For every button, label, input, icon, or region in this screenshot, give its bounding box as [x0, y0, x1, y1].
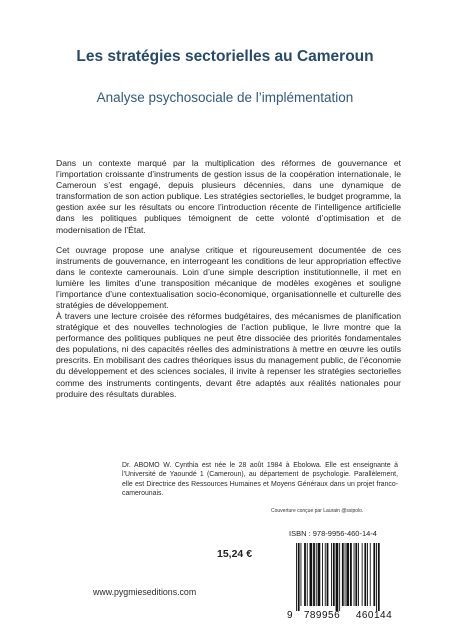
barcode-bar [355, 543, 357, 606]
barcode-bar [310, 543, 313, 606]
barcode-bar [298, 543, 300, 611]
barcode-bar [318, 543, 321, 606]
barcode-bar [346, 543, 349, 606]
barcode-bar [350, 543, 352, 606]
summary-paragraph-2: Cet ouvrage propose une analyse critique et rigoureusement documentée de ces instruments de gouvernance, en interrogeant les conditions de leur appropriation effective dans le contexte camerounais. Loin d’une simple description institutionnelle, il met en lumière les limites d’une transposition mécanique de modèles exogènes et souligne l’importance d’une contextualisation socio-économique, organisationnelle et culturelle des stratégies de développement. [56, 245, 401, 311]
barcode-bar [364, 543, 366, 606]
barcode-bar [362, 543, 363, 606]
barcode-bar [316, 543, 317, 606]
summary-paragraph-3: À travers une lecture croisée des réformes budgétaires, des mécanismes de planification stratégique et des nouvelles technologies de l’action publique, le livre montre que la performance des politiques publiques ne peut être dissociée des priorités fondamentales des populations, ni des capacités réelles des administrations à mettre en œuvre les outils prescrits. En mobilisant des cadres théoriques issus du management public, de l’économie du développement et des sciences sociales, il invite à repenser les stratégies sectorielles comme des instruments contingents, devant être adaptés aux réalités nationales pour produire des résultats durables. [56, 311, 401, 399]
barcode-bar [345, 543, 346, 606]
barcode-bar [322, 543, 323, 606]
barcode-bar [325, 543, 326, 606]
isbn-label: ISBN : 978-9956-460-14-4 [289, 529, 377, 538]
book-subtitle: Analyse psychosociale de l’implémentation [96, 90, 354, 105]
cover-credit: Couverture conçue par Laurain @ssipolo. [271, 508, 364, 514]
book-title: Les stratégies sectorielles au Cameroun [76, 48, 374, 65]
barcode-digits-group2: 460144 [355, 610, 393, 621]
barcode-bar [304, 543, 306, 606]
barcode-bar [354, 543, 355, 606]
summary-paragraph-1: Dans un contexte marqué par la multiplication des réformes de gouvernance et l’importation croissante d’instruments de gestion issus de la coopération internationale, le Cameroun s’est engagé, depuis plusieurs décennies, dans une dynamique de transformation de son action publique. Les stratégies sectorielles, le budget programme, la gestion axée sur les résultats ou encore l’introduction récente de l’intelligence artificielle dans les politiques publiques témoignent de cette volonté d’optimisation et de modernisation de l’État. [56, 158, 401, 235]
barcode-bar [296, 543, 297, 611]
barcode-bar [376, 543, 377, 611]
barcode-bar [373, 543, 375, 606]
author-bio: Dr. ABOMO W. Cynthia est née le 28 août 1984 à Ebolowa. Elle est enseignante à l’Université de Yaoundé 1 (Cameroun), au département de psychologie. Parallèlement, elle est Directrice des Ressources Humaines et Moyens Généraux dans un projet franco-camerounais. [122, 462, 398, 497]
barcode-digit-left: 9 [287, 610, 293, 621]
barcode-bar [331, 543, 332, 606]
barcode [284, 541, 410, 621]
barcode-bar [367, 543, 368, 606]
barcode-bar [313, 543, 315, 606]
price: 15,24 € [217, 548, 253, 560]
barcode-bars [296, 543, 380, 611]
barcode-bar [301, 543, 302, 606]
barcode-bar [327, 543, 329, 606]
barcode-bar [378, 543, 380, 611]
barcode-bar [358, 543, 359, 606]
barcode-bar [342, 543, 344, 606]
barcode-bar [333, 543, 335, 606]
barcode-bar [339, 543, 340, 611]
barcode-bar [336, 543, 339, 611]
barcode-bar [307, 543, 308, 606]
barcode-digits-group1: 789956 [303, 610, 341, 621]
publisher-website: www.pygmieseditions.com [93, 587, 197, 597]
barcode-bar [370, 543, 371, 606]
